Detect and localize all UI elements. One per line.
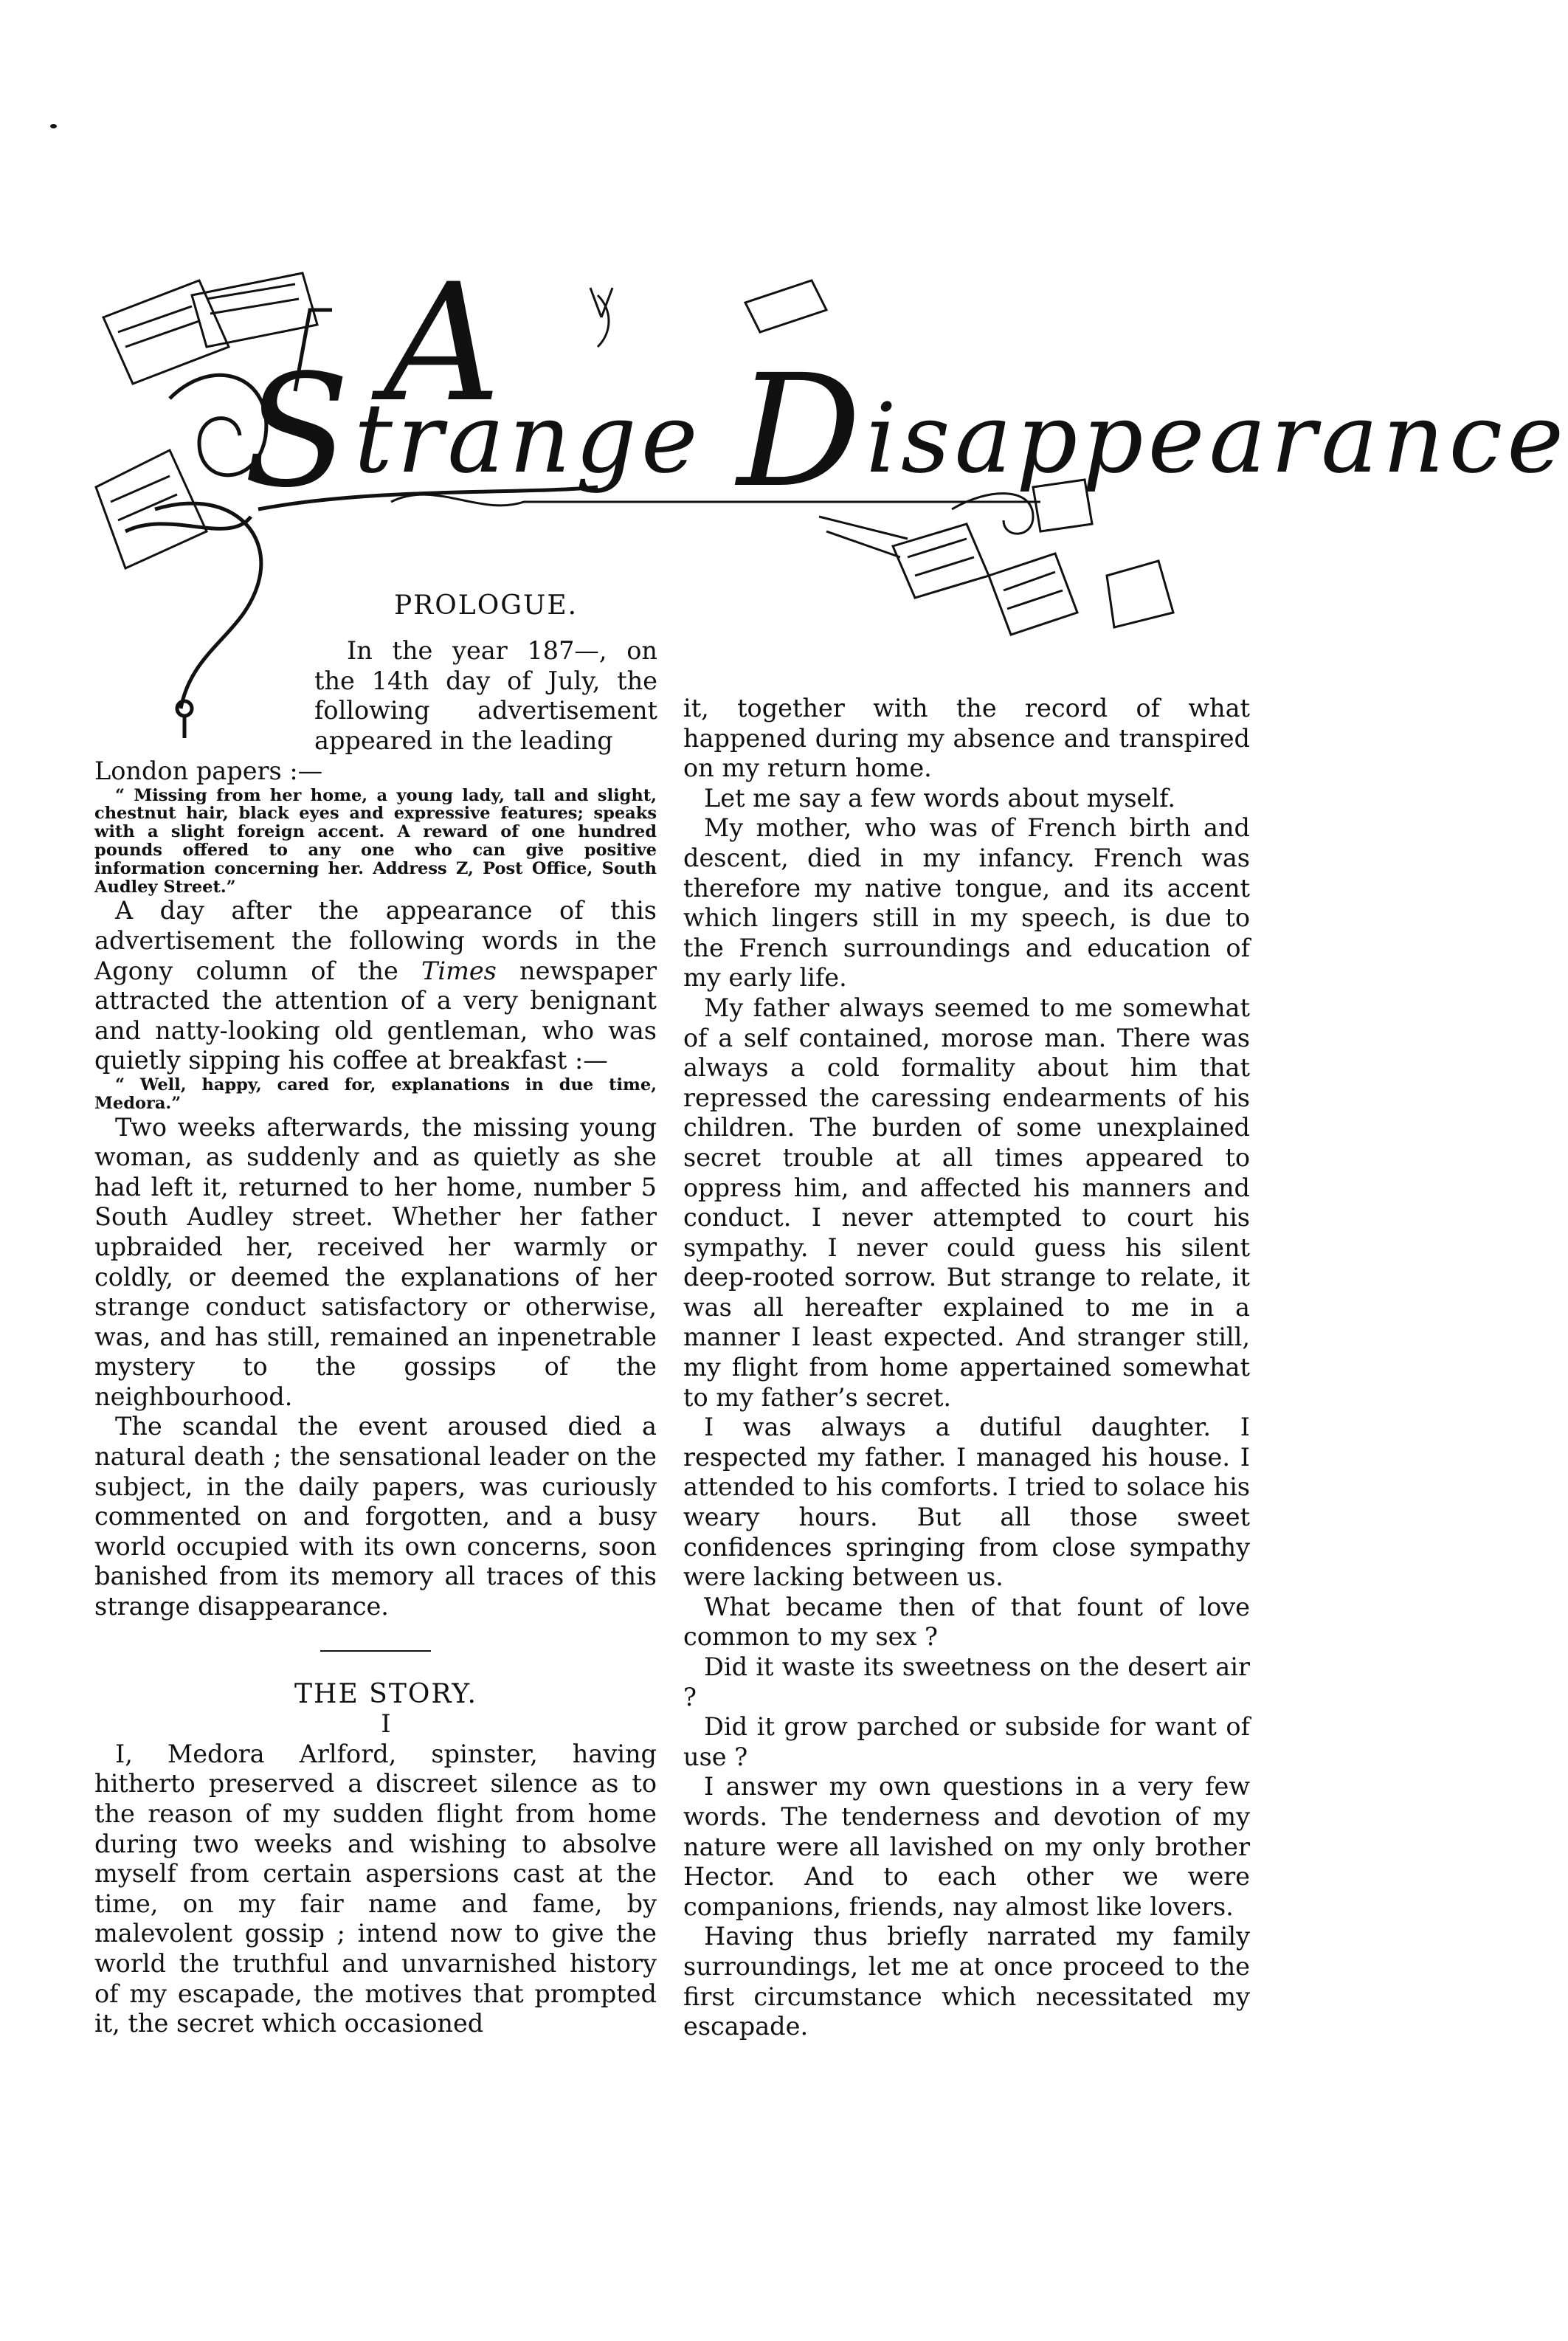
title-cap-s: S (244, 341, 354, 522)
story-paragraph-10: Having thus briefly narrated my family surroundings, let me at once proceed to the first circumstance which necessitated my escapade. (683, 1922, 1250, 2041)
agony-column-notice: “ Well, happy, cared for, explanations in due time, Medora.” (94, 1075, 657, 1113)
ink-speck (50, 124, 57, 128)
prologue-intro-block (314, 636, 657, 756)
prologue-paragraph-2 (94, 896, 657, 1076)
story-paragraph-1-cont: it, together with the record of what happened during my absence and transpired on my return home. (683, 694, 1250, 783)
left-column (94, 756, 657, 2039)
para2-before: A day after the appearance of this advertisement the following words in the Agony column of the (94, 896, 657, 985)
story-paragraph-6: What became then of that fount of love common to my sex ? (683, 1592, 1250, 1652)
prologue-paragraph-3: Two weeks afterwards, the missing young woman, as suddenly and as quietly as she had left it, returned to her home, number 5 South Audley street. Whether her father upbraided her, received her warmly or coldly, or deemed the explanations of her strange conduct satisfactory or otherwise, was, and has still, remained an inpenetrable mystery to the gossips of the neighbourhood. (94, 1112, 657, 1411)
chapter-number: I (381, 1709, 391, 1740)
title-cap-d: D (736, 341, 866, 522)
prologue-intro-cont: London papers :— (94, 756, 323, 785)
story-paragraph-1: I, Medora Arlford, spinster, having hitherto preserved a discreet silence as to the reason of my sudden flight from home during two weeks and wishing to absolve myself from certain aspersions cast at the time, on my fair name and fame, by malevolent gossip ; intend now to give the world the truthful and unvarnished history of my escapade, the motives that prompted it, the secret which occasioned (94, 1739, 657, 2038)
story-paragraph-4: My father always seemed to me somewhat of a self contained, morose man. There was always a cold formality about him that repressed the caressing endearments of his children. The burden of some unexplained secret trouble at all times appeared to oppress him, and affected his manners and conduct. I never attempted to court his sympathy. I never could guess his silent deep-rooted sorrow. But strange to relate, it was all hereafter explained to me in a manner I least expected. And stranger still, my flight from home appertained somewhat to my father’s secret. (683, 993, 1250, 1412)
prologue-intro-top: In the year 187—, on the 14th day of July, the following advertisement appeared in the leading (314, 636, 657, 755)
advertisement-text: “ Missing from her home, a young lady, tall and slight, chestnut hair, black eyes and expressive features; speaks with a slight foreign accent. A reward of one hundred pounds offered to any one who can give positive information concerning her. Address Z, Post Office, South Audley Street.” (94, 785, 657, 897)
title-word-strange: trange (353, 382, 702, 494)
title-word-disappearance: isappearance (866, 382, 1568, 494)
prologue-paragraph-4: The scandal the event aroused died a natural death ; the sensational leader on the subject, in the daily papers, was curiously commented on and forgotten, and a busy world occupied with its own concerns, soon banished from its memory all traces of this strange disappearance. (94, 1412, 657, 1621)
times-newspaper: Times (421, 956, 497, 985)
story-heading: THE STORY. (294, 1678, 477, 1709)
right-column (683, 694, 1250, 2042)
story-paragraph-3: My mother, who was of French birth and descent, died in my infancy. French was therefore my native tongue, and its accent which lingers still in my speech, is due to the French surroundings and education of my early life. (683, 813, 1250, 993)
para2-after: newspaper attracted the attention of a very benignant and natty-looking old gentleman, who was quietly sipping his coffee at breakfast :— (94, 956, 657, 1075)
story-paragraph-7: Did it waste its sweetness on the desert air ? (683, 1652, 1250, 1711)
section-divider (320, 1650, 431, 1652)
story-paragraph-2: Let me say a few words about myself. (704, 783, 1176, 813)
prologue-heading: PROLOGUE. (393, 590, 578, 621)
title-initial-a: A (384, 249, 501, 438)
title-text (244, 341, 1568, 522)
story-paragraph-9: I answer my own questions in a very few words. The tenderness and devotion of my nature were all lavished on my only brother Hector. And to each other we were companions, friends, nay almost like lovers. (683, 1772, 1250, 1921)
story-paragraph-8: Did it grow parched or subside for want of use ? (683, 1712, 1250, 1771)
story-paragraph-5: I was always a dutiful daughter. I respected my father. I managed his house. I attended to his comforts. I tried to solace his weary hours. But all those sweet confidences springing from close sympathy were lacking between us. (683, 1413, 1250, 1592)
